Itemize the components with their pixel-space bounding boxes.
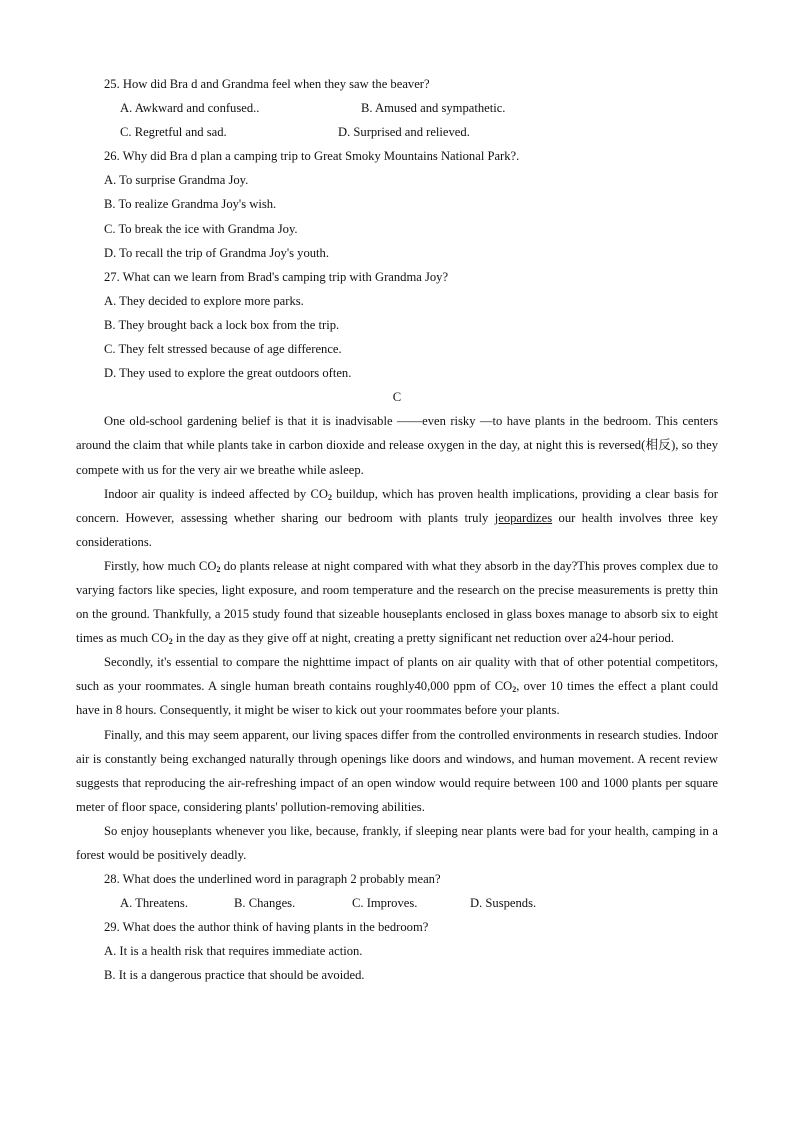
exam-page — [76, 72, 718, 988]
q25-options-row1 — [76, 96, 718, 120]
q26-stem: 26. Why did Bra d plan a camping trip to Great Smoky Mountains National Park?. — [104, 149, 520, 164]
q29-option-b: B. It is a dangerous practice that should be avoided. — [104, 968, 365, 983]
q25-stem: 25. How did Bra d and Grandma feel when they saw the beaver? — [104, 77, 430, 91]
q29-stem: 29. What does the author think of having plants in the bedroom? — [104, 920, 429, 935]
passage-paragraph-4: Secondly, it's essential to compare the nighttime impact of plants on air quality with that of other potential competitors, such as your roommates. A single human breath contains roughly40,000 ppm of $CO_2$, over 10 times the effect a plant could have in 8 hours. Consequently, it might be wiser to kick out your roommates before your plants. — [76, 655, 719, 718]
q26-option-b: B. To realize Grandma Joy's wish. — [104, 197, 277, 212]
q28-option-c: C. Improves. — [352, 896, 418, 911]
passage-paragraph-1: One old-school gardening belief is that it is inadvisable ——even risky —to have plants in the bedroom. This centers around the claim that while plants take in carbon dioxide and release oxygen in the day, at night this is reversed(相反), so they compete with us for the very air we breathe while asleep. — [76, 414, 718, 477]
q25-option-d: D. Surprised and relieved. — [338, 125, 470, 140]
q28-option-d: D. Suspends. — [470, 896, 537, 911]
q27-option-c: C. They felt stressed because of age difference. — [104, 342, 342, 357]
passage-paragraph-6: So enjoy houseplants whenever you like, because, frankly, if sleeping near plants were bad for your health, camping in a forest would be positively deadly. — [76, 823, 718, 862]
q27-stem: 27. What can we learn from Brad's camping trip with Grandma Joy? — [104, 269, 449, 284]
q25-option-c: C. Regretful and sad. — [120, 125, 227, 140]
section-heading: C — [392, 390, 402, 405]
q26-option-c: C. To break the ice with Grandma Joy. — [104, 221, 298, 236]
q27-option-b: B. They brought back a lock box from the trip. — [104, 317, 340, 332]
q25-option-a: A. Awkward and confused.. — [120, 101, 260, 116]
q29-option-a: A. It is a health risk that requires immediate action. — [104, 944, 363, 959]
q26-option-d: D. To recall the trip of Grandma Joy's youth. — [104, 245, 329, 260]
passage-paragraph-2: Indoor air quality is indeed affected by $CO_2$ buildup, which has proven health implications, providing a clear basis for concern. However, assessing whether sharing our bedroom with plants truly jeopardizes our health involves three key considerations. — [76, 486, 718, 549]
q28-option-a: A. Threatens. — [120, 896, 188, 911]
passage-paragraph-3: Firstly, how much $CO_2$ do plants release at night compared with what they absorb in the day?This proves complex due to varying factors like species, light exposure, and room temperature and the research on the precise measurements is pretty thin on the ground. Thankfully, a 2015 study found that sizeable houseplants enclosed in glass boxes manage to absorb six to eight times as much $CO_2$ in the day as they give off at night, creating a pretty significant net reduction over a24-hour period. — [76, 558, 718, 647]
q27-option-a: A. They decided to explore more parks. — [104, 293, 304, 308]
q28-stem: 28. What does the underlined word in paragraph 2 probably mean? — [104, 872, 441, 887]
q25-option-b: B. Amused and sympathetic. — [361, 101, 506, 116]
passage-paragraph-5: Finally, and this may seem apparent, our living spaces differ from the controlled environments in research studies. Indoor air is constantly being exchanged naturally through openings like doors and windows, and human movement. A recent review suggests that reproducing the air-refreshing impact of an open window would require between 100 and 1000 plants per square meter of floor space, considering plants' pollution-removing abilities. — [76, 727, 718, 814]
q25-options-row2 — [76, 120, 718, 144]
q27-option-d: D. They used to explore the great outdoors often. — [104, 366, 352, 381]
underlined-word: jeopardizes — [494, 510, 553, 525]
q28-option-b: B. Changes. — [234, 896, 296, 911]
q26-option-a: A. To surprise Grandma Joy. — [104, 173, 249, 188]
q28-options-row — [76, 891, 718, 915]
